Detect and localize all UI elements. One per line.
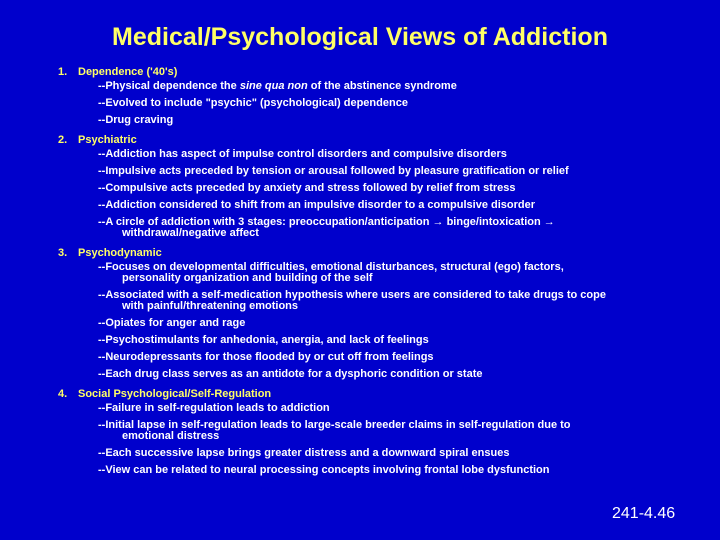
section-number: 3. <box>58 247 68 259</box>
slide-content <box>58 64 708 482</box>
section-3 <box>58 245 708 380</box>
section-number: 4. <box>58 388 68 400</box>
list-item <box>58 81 708 92</box>
list-item <box>58 166 708 177</box>
section-heading <box>58 64 708 81</box>
list-item <box>58 465 708 476</box>
section-1 <box>58 64 708 126</box>
item-text: --Impulsive acts preceded by tension or arousal followed by pleasure gratification or relief <box>98 165 569 177</box>
section-heading <box>58 245 708 262</box>
item-text-continuation: withdrawal/negative affect <box>122 227 259 239</box>
item-text: --Initial lapse in self-regulation leads to large-scale breeder claims in self-regulation due to <box>98 419 571 431</box>
item-text: --Addiction considered to shift from an impulsive disorder to a compulsive disorder <box>98 199 536 211</box>
item-text-continuation: emotional distress <box>122 430 220 442</box>
item-text: --Neurodepressants for those flooded by or cut off from feelings <box>98 351 434 363</box>
item-text: --Evolved to include "psychic" (psychological) dependence <box>98 97 408 109</box>
item-text: --Focuses on developmental difficulties, emotional disturbances, structural (ego) factors, <box>98 261 564 273</box>
item-text: --Associated with a self-medication hypothesis where users are considered to take drugs to cope <box>98 289 606 301</box>
section-title: Psychiatric <box>78 134 137 146</box>
item-text: --Drug craving <box>98 114 174 126</box>
item-text: --Compulsive acts preceded by anxiety and stress followed by relief from stress <box>98 182 516 194</box>
list-item <box>58 335 708 346</box>
list-item <box>58 200 708 211</box>
section-number: 2. <box>58 134 68 146</box>
slide-title: Medical/Psychological Views of Addiction <box>112 23 608 51</box>
section-number: 1. <box>58 66 68 78</box>
list-item <box>58 115 708 126</box>
list-item <box>58 183 708 194</box>
list-item <box>58 98 708 109</box>
item-text: --A circle of addiction with 3 stages: preoccupation/anticipation → binge/intoxication → <box>98 216 555 228</box>
item-text-pre: --Physical dependence the <box>98 80 240 92</box>
list-item <box>58 318 708 329</box>
item-text: --Each successive lapse brings greater distress and a downward spiral ensues <box>98 447 510 459</box>
section-4 <box>58 386 708 476</box>
list-item <box>58 217 708 239</box>
section-title: Dependence ('40's) <box>78 66 178 78</box>
list-item <box>58 420 708 442</box>
list-item <box>58 262 708 284</box>
item-text: --Psychostimulants for anhedonia, anergia, and lack of feelings <box>98 334 429 346</box>
item-text: --View can be related to neural processing concepts involving frontal lobe dysfunction <box>98 464 550 476</box>
list-item <box>58 149 708 160</box>
list-item <box>58 369 708 380</box>
item-text: --Failure in self-regulation leads to addiction <box>98 402 330 414</box>
item-text-continuation: with painful/threatening emotions <box>122 300 298 312</box>
slide-footer-number: 241-4.46 <box>612 505 676 522</box>
list-item <box>58 403 708 414</box>
item-text: --Addiction has aspect of impulse control disorders and compulsive disorders <box>98 148 507 160</box>
section-2 <box>58 132 708 239</box>
item-text-continuation: personality organization and building of the self <box>122 272 373 284</box>
section-title: Psychodynamic <box>78 247 162 259</box>
list-item <box>58 290 708 312</box>
list-item <box>58 352 708 363</box>
list-item <box>58 448 708 459</box>
section-heading <box>58 386 708 403</box>
item-text-emphasis: sine qua non <box>239 80 308 92</box>
item-text: --Opiates for anger and rage <box>98 317 246 329</box>
item-text: --Each drug class serves as an antidote for a dysphoric condition or state <box>98 368 483 380</box>
section-title: Social Psychological/Self-Regulation <box>78 388 272 400</box>
section-heading <box>58 132 708 149</box>
item-text-post: of the abstinence syndrome <box>307 80 457 92</box>
